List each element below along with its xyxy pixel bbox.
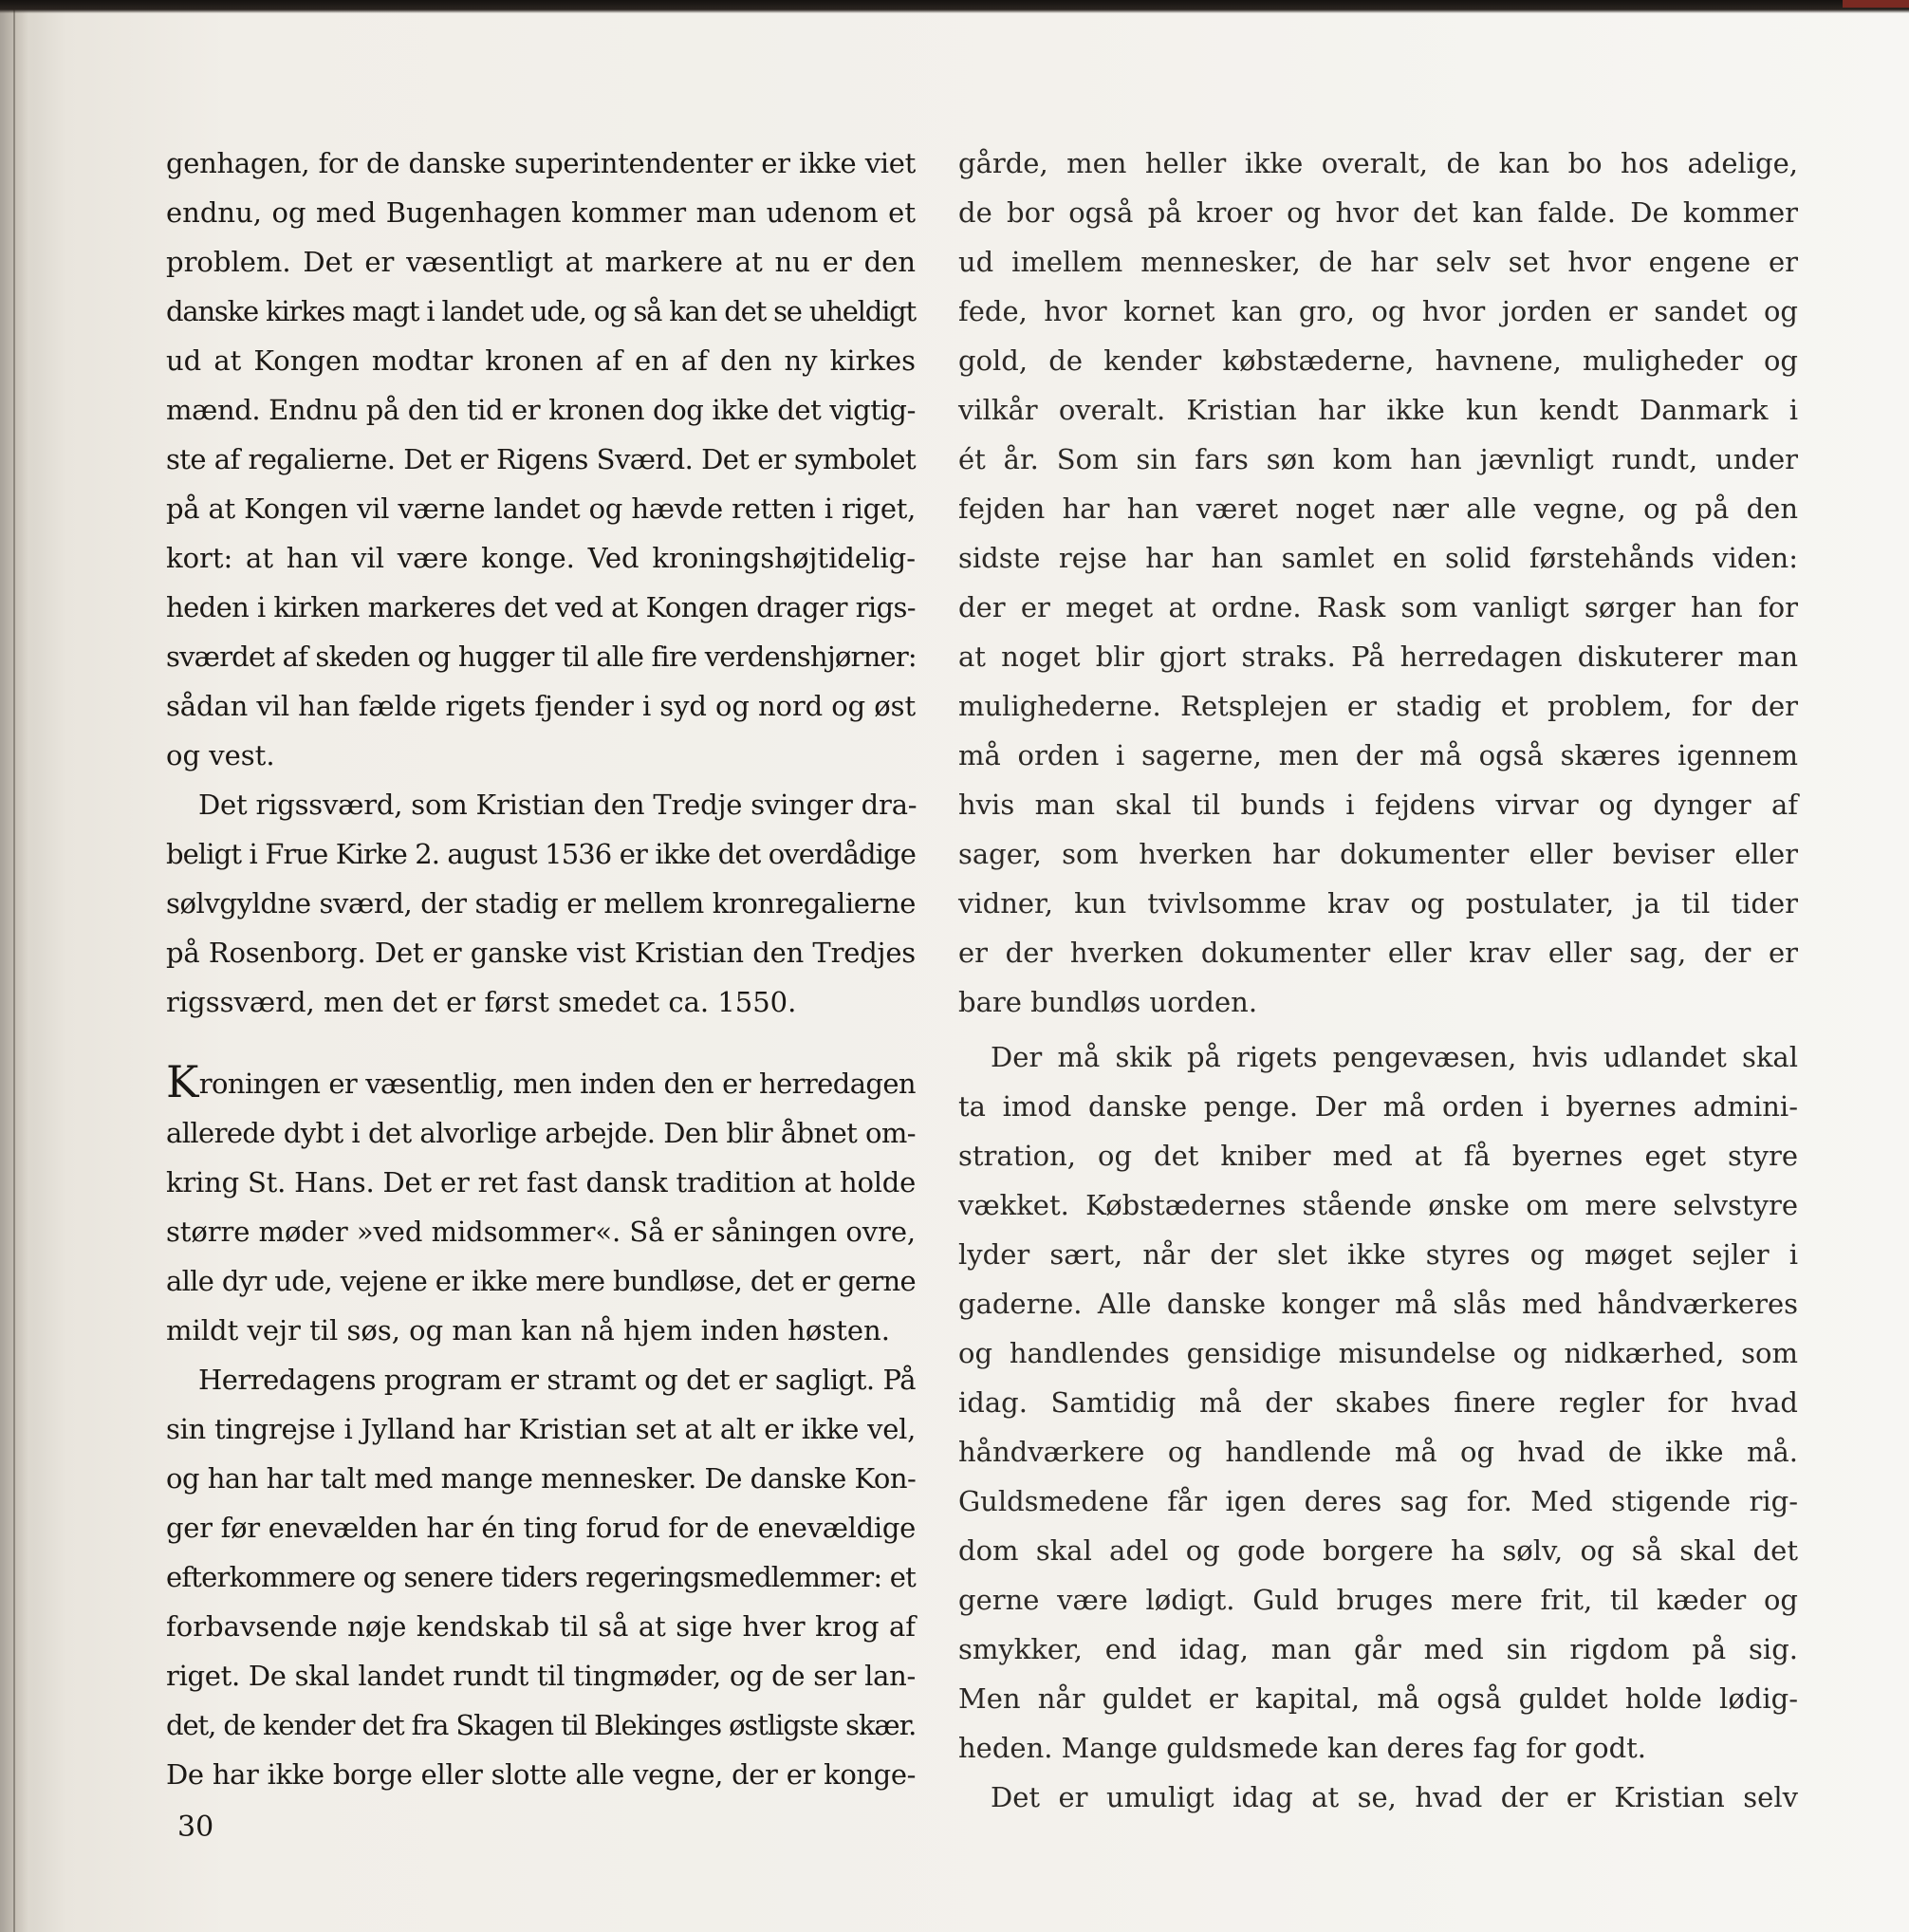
text-line: gerne være lødigt. Guld bruges mere frit, til kæder og (958, 1584, 1798, 1616)
text-line: heden. Mange guldsmede kan deres fag for godt. (958, 1732, 1646, 1764)
text-line: Det rigssværd, som Kristian den Tredje svinger dra- (198, 789, 917, 821)
text-line: og handlendes gensidige misundelse og nidkærhed, som (958, 1337, 1798, 1369)
text-line: smykker, end idag, man går med sin rigdom på sig. (958, 1633, 1798, 1665)
text-line: mænd. Endnu på den tid er kronen dog ikke det vigtig- (166, 394, 916, 426)
text-line: Guldsmedene får igen deres sag for. Med stigende rig- (958, 1485, 1798, 1517)
text-line: forbavsende nøje kendskab til så at sige hver krog af (166, 1610, 916, 1643)
text-line: gaderne. Alle danske konger må slås med håndværkeres (958, 1288, 1798, 1320)
text-line: Herredagens program er stramt og det er sagligt. På (198, 1364, 916, 1396)
text-line: fejden har han været noget nær alle vegne, og på den (958, 492, 1798, 525)
text-line: dom skal adel og gode borgere ha sølv, og så skal det (958, 1534, 1798, 1567)
text-line: genhagen, for de danske superintendenter er ikke viet (166, 147, 916, 179)
text-line: sager, som hverken har dokumenter eller beviser eller (958, 838, 1798, 870)
text-line: ger før enevælden har én ting forud for de enevældige (166, 1512, 916, 1544)
text-line: idag. Samtidig må der skabes finere regler for hvad (958, 1386, 1798, 1419)
text-line: på Rosenborg. Det er ganske vist Kristian den Tredjes (166, 937, 916, 969)
text-line: lyder sært, når der slet ikke styres og møget sejler i (958, 1238, 1798, 1271)
text-line: der er meget at ordne. Rask som vanligt sørger han for (958, 591, 1798, 623)
text-line: på at Kongen vil værne landet og hævde retten i riget, (166, 492, 916, 525)
book-spine-shadow (0, 0, 40, 1932)
text-line: gårde, men heller ikke overalt, de kan bo hos adelige, (958, 147, 1798, 179)
text-line: mildt vejr til søs, og man kan nå hjem inden høsten. (166, 1314, 890, 1347)
text-line: riget. De skal landet rundt til tingmøder, og de ser lan- (166, 1660, 916, 1692)
book-cover-edge (1843, 0, 1909, 8)
text-line: ud at Kongen modtar kronen af en af den ny kirkes (166, 344, 916, 377)
text-line: fede, hvor kornet kan gro, og hvor jorden er sandet og (958, 295, 1798, 327)
text-line: sværdet af skeden og hugger til alle fire verdenshjørner: (166, 641, 917, 673)
drop-cap: K (166, 1056, 198, 1107)
text-line: ste af regalierne. Det er Rigens Sværd. Det er symbolet (166, 443, 916, 475)
text-line: Det er umuligt idag at se, hvad der er Kristian selv (991, 1781, 1798, 1813)
text-line: De har ikke borge eller slotte alle vegne, der er konge- (166, 1758, 916, 1791)
text-line: at noget blir gjort straks. På herredagen diskuterer man (958, 641, 1798, 673)
text-line: endnu, og med Bugenhagen kommer man udenom et (166, 196, 916, 229)
text-line: det, de kender det fra Skagen til Blekinges østligste skær. (166, 1709, 917, 1741)
text-line: ét år. Som sin fars søn kom han jævnligt rundt, under (958, 443, 1798, 475)
text-line: kring St. Hans. Det er ret fast dansk tradition at holde (166, 1166, 917, 1198)
text-line: og han har talt med mange mennesker. De danske Kon- (166, 1462, 917, 1495)
text-line: sølvgyldne sværd, der stadig er mellem kronregalierne (166, 887, 916, 920)
text-line: Der må skik på rigets pengevæsen, hvis udlandet skal (991, 1041, 1798, 1073)
text-line: vilkår overalt. Kristian har ikke kun kendt Danmark i (958, 394, 1798, 426)
text-line: allerede dybt i det alvorlige arbejde. Den blir åbnet om- (166, 1117, 916, 1149)
right-text-column (958, 139, 1798, 1822)
text-line: ud imellem mennesker, de har selv set hvor engene er (958, 246, 1798, 278)
text-line: vidner, kun tvivlsomme krav og postulater, ja til tider (958, 887, 1798, 920)
text-line: hvis man skal til bunds i fejdens virvar og dynger af (958, 789, 1798, 821)
text-line: ta imod danske penge. Der må orden i byernes admini- (958, 1090, 1798, 1123)
text-line: danske kirkes magt i landet ude, og så kan det se uheldigt (166, 295, 916, 327)
text-line: beligt i Frue Kirke 2. august 1536 er ikke det overdådige (166, 838, 916, 870)
text-line: mulighederne. Retsplejen er stadig et problem, for der (958, 690, 1798, 722)
text-line-body: roningen er væsentlig, men inden den er herredagen (198, 1068, 916, 1100)
text-line-with-dropcap (166, 1056, 916, 1108)
text-line: sidste rejse har han samlet en solid førstehånds viden: (958, 542, 1798, 574)
text-line: er der hverken dokumenter eller krav eller sag, der er (958, 937, 1798, 969)
text-line: håndværkere og handlende må og hvad de ikke må. (958, 1436, 1798, 1468)
text-line: problem. Det er væsentligt at markere at nu er den (166, 246, 916, 278)
text-line: efterkommere og senere tiders regeringsmedlemmer: et (166, 1561, 916, 1593)
book-gutter-line (13, 0, 15, 1932)
text-line: bare bundløs uorden. (958, 986, 1258, 1018)
text-line: gold, de kender købstæderne, havnene, muligheder og (958, 344, 1798, 377)
text-line: sådan vil han fælde rigets fjender i syd og nord og øst (166, 690, 916, 722)
text-line: rigssværd, men det er først smedet ca. 1550. (166, 986, 797, 1018)
text-line: alle dyr ude, vejene er ikke mere bundløse, det er gerne (166, 1265, 916, 1297)
text-line: kort: at han vil være konge. Ved kroningshøjtidelig- (166, 542, 916, 574)
text-line: sin tingrejse i Jylland har Kristian set at alt er ikke vel, (166, 1413, 916, 1445)
left-text-column (166, 139, 916, 1799)
text-line: må orden i sagerne, men der må også skæres igennem (958, 739, 1798, 771)
text-line: heden i kirken markeres det ved at Kongen drager rigs- (166, 591, 916, 623)
text-line: større møder »ved midsommer«. Så er såningen ovre, (166, 1216, 916, 1248)
text-line: de bor også på kroer og hvor det kan falde. De kommer (958, 196, 1798, 229)
page-number: 30 (177, 1811, 214, 1844)
text-line: og vest. (166, 739, 275, 771)
text-line: Men når guldet er kapital, må også guldet holde lødig- (958, 1682, 1798, 1715)
page-top-edge (0, 0, 1909, 13)
text-line: stration, og det kniber med at få byernes eget styre (958, 1140, 1798, 1172)
text-line: vækket. Købstædernes stående ønske om mere selvstyre (958, 1189, 1798, 1221)
section-break (166, 1027, 916, 1059)
